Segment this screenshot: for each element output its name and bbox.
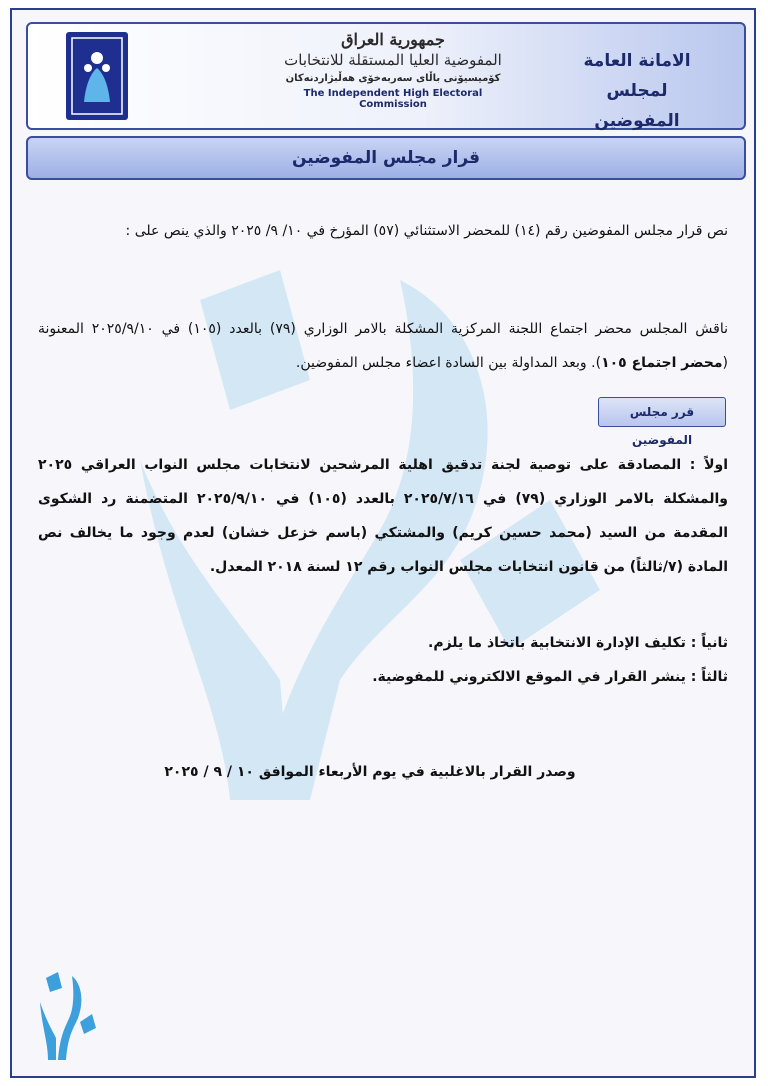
- commission-name-english: The Independent High Electoral Commission: [303, 88, 483, 110]
- decision-title-bar: قرار مجلس المفوضين: [26, 136, 746, 180]
- decided-badge: قرر مجلس المفوضين: [598, 397, 726, 427]
- discussion-paragraph: [38, 312, 728, 380]
- secretariat-title: [562, 46, 712, 136]
- commission-name-arabic: المفوضية العليا المستقلة للانتخابات: [284, 51, 502, 69]
- discussion-text-2: ). وبعد المداولة بين السادة اعضاء مجلس المفوضين.: [295, 355, 602, 371]
- country-name: جمهورية العراق: [341, 30, 445, 49]
- decision-item-first: اولاً : المصادقة على توصية لجنة تدقيق اهلية المرشحين لانتخابات مجلس النواب العراقي ٢٠٢٥ والمشكلة بالامر الوزاري (٧٩) في ٢٠٢٥/٧/١٦ بالعدد (١٠٥) في ٢٠٢٥/٩/١٠ المتضمنة رد الشكوى المقدمة من السيد (محمد حسين كريم) والمشتكي (باسم خزعل خشان) لعدم وجود ما يخالف نص المادة (٧/ثالثاً) من قانون انتخابات مجلس النواب رقم ١٢ لسنة ٢٠١٨ المعدل.: [38, 457, 728, 575]
- header-banner: [26, 22, 746, 130]
- discussion-text-1: ناقش المجلس محضر اجتماع اللجنة المركزية المشكلة بالامر الوزاري (٧٩) بالعدد (١٠٥) في ٢٠٢٥/٩/١٠ المعنونة (: [38, 321, 729, 371]
- ihec-logo-icon: [66, 32, 128, 120]
- ihec-emblem-icon: [36, 968, 98, 1064]
- document-body: [30, 196, 736, 896]
- discussion-bold-text: محضر اجتماع ١٠٥: [601, 355, 723, 371]
- intro-paragraph: نص قرار مجلس المفوضين رقم (١٤) للمحضر الاستثنائي (٥٧) المؤرخ في ١٠/ ٩/ ٢٠٢٥ والذي ينص على :: [125, 223, 728, 239]
- secretariat-title-line2: لمجلس المفوضين: [594, 81, 680, 131]
- decision-item-second: ثانياً : تكليف الإدارة الانتخابية باتخاذ ما يلزم.: [428, 635, 728, 651]
- commission-name-kurdish: كۆمیسیۆنی باڵای سەربەخۆی هەڵبژاردنەکان: [285, 73, 501, 84]
- secretariat-title-line1: الامانة العامة: [583, 51, 691, 71]
- commission-name-block: [278, 30, 508, 110]
- decision-item-third: ثالثاً : ينشر القرار في الموقع الالكتروني للمفوضية.: [372, 669, 728, 685]
- issued-statement: وصدر القرار بالاغلبية في يوم الأربعاء الموافق ١٠ / ٩ / ٢٠٢٥: [164, 764, 576, 780]
